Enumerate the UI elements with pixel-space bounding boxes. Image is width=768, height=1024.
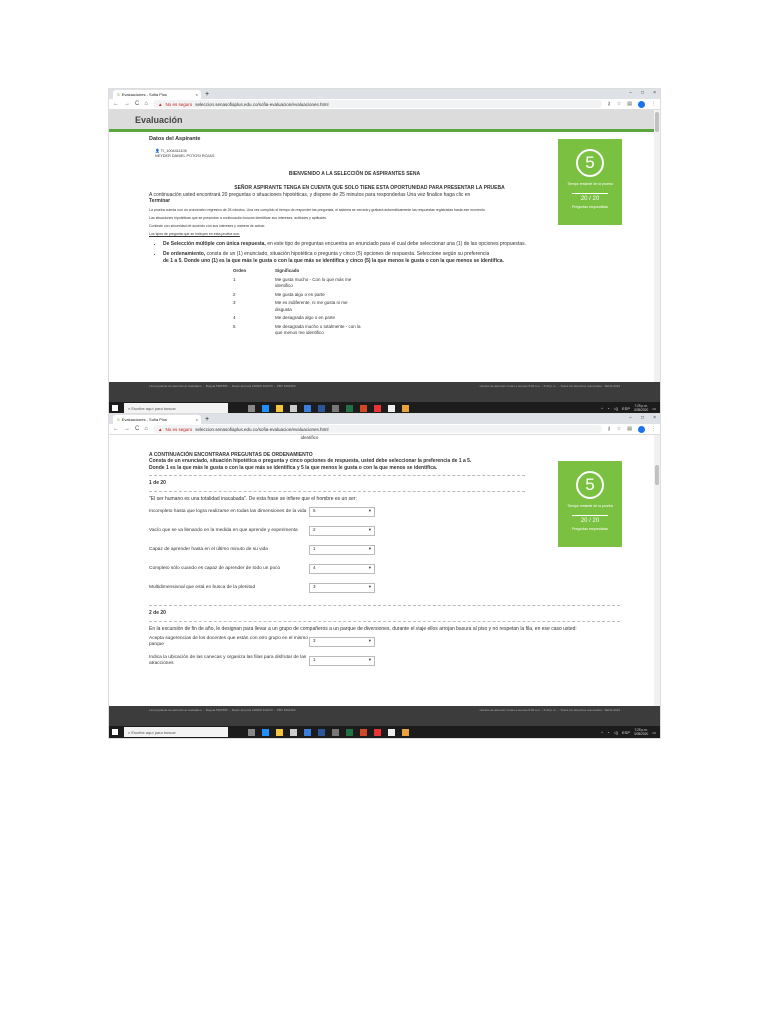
welcome-heading: BIENVENIDO A LA SELECCIÓN DE ASPIRANTES SENA — [288, 170, 421, 177]
table-cell: Me es indiferente, ni me gusta ni me disgusta — [275, 300, 348, 312]
insecure-label: No es seguro — [165, 101, 193, 107]
clock-date: 3/05/2020 — [634, 732, 649, 736]
aspirante-info — [149, 149, 620, 159]
url-text: seleccion.senasofiaplus.edu.co/sofia-evaluacion/evaluaciones.html — [195, 426, 329, 432]
tab-favicon-icon: S — [117, 92, 120, 97]
intro-p3: Conteste con sinceridad de acuerdo con sus intereses y manera de actuar. — [149, 223, 266, 228]
key-icon[interactable]: ⚷ — [607, 100, 611, 107]
maximize-icon[interactable]: □ — [641, 415, 645, 421]
close-icon[interactable]: × — [653, 90, 656, 96]
notifications-icon[interactable]: ▭ — [652, 405, 656, 411]
browser-tabbar — [109, 89, 660, 99]
windows-taskbar — [109, 726, 660, 738]
task-view-icon[interactable] — [248, 405, 255, 412]
table-cell: 2 — [233, 291, 236, 297]
table-cell: Me gusta algo o en parte — [275, 291, 325, 297]
folder-icon[interactable] — [276, 729, 283, 736]
divider — [149, 491, 525, 492]
task-view-icon[interactable] — [248, 729, 255, 736]
footer-right: Horario de atención: lunes a viernes 8:00 a.m. - 5:30 p.m. ... Todos los derechos reservados · SENA 2019 — [479, 708, 620, 712]
insecure-label: No es seguro — [165, 426, 193, 432]
questions-section — [109, 435, 660, 670]
tab-close-icon[interactable]: × — [195, 417, 198, 422]
address-bar-row — [109, 99, 660, 110]
extension-icon[interactable]: ▤ — [627, 100, 632, 107]
store-icon[interactable] — [290, 405, 297, 412]
insecure-warning-icon: ▲ — [157, 101, 163, 107]
question-1-options — [149, 502, 620, 597]
intro-p2: Las situaciones hipotéticas que se presentan a continuación buscan identificar sus intereses, actitudes y aptitudes. — [149, 215, 328, 220]
option-row — [149, 521, 620, 540]
table-cell: Me gusta mucho - Con lo que más me identifico — [275, 276, 352, 288]
rank-value: 1 — [313, 657, 316, 663]
edge-icon[interactable] — [262, 405, 269, 412]
table-row — [233, 324, 365, 339]
site-footer — [109, 382, 660, 402]
table-header: Significado — [275, 268, 300, 273]
option-row — [149, 502, 620, 521]
rank-value: 5 — [313, 508, 316, 514]
key-icon[interactable]: ⚷ — [607, 425, 611, 432]
rank-value: 3 — [313, 638, 316, 644]
rank-select[interactable] — [309, 564, 375, 574]
chrome-icon[interactable] — [402, 729, 409, 736]
windows-start-icon[interactable] — [112, 729, 118, 735]
divider — [149, 621, 620, 622]
tray-chevron-icon[interactable]: ^ — [601, 405, 604, 411]
intro-description — [149, 192, 620, 205]
page-content — [109, 110, 660, 382]
new-tab-button[interactable]: + — [205, 416, 210, 423]
ordering-heading: A CONTINUACIÓN ENCONTRARA PREGUNTAS DE ORDENAMIENTO — [149, 451, 313, 458]
chevron-down-icon: ▾ — [368, 527, 371, 533]
intro-p1: La prueba cuenta con un cronómetro regresivo de 25 minutos. Una vez cumplido el tiempo de responder las preguntas, el sistema se cerrará y grabará automáticamente las respuestas registradas hasta ese momento. — [149, 207, 486, 212]
volume-icon[interactable]: ◁) — [613, 405, 619, 411]
clock-date: 3/05/2020 — [634, 408, 649, 412]
table-cell: 5 — [233, 323, 236, 329]
edge-icon[interactable] — [262, 729, 269, 736]
rank-value: 4 — [313, 565, 316, 571]
option-row — [149, 632, 620, 651]
page-scrollbar[interactable] — [654, 435, 660, 706]
order-meaning-table — [233, 268, 365, 339]
home-icon[interactable]: ⌂ — [144, 426, 148, 432]
answered-count: 20 / 20 — [572, 515, 608, 525]
taskbar-apps — [248, 729, 409, 736]
question-1-text: "El ser humano es una totalidad inacabada". De esta frase se infiere que el hombre es un ser: — [149, 495, 357, 502]
maximize-icon[interactable]: □ — [641, 90, 645, 96]
app-icon[interactable] — [332, 405, 339, 412]
bullet-1-bold: De Selección múltiple con única respuesta, — [163, 240, 266, 247]
app-header — [109, 110, 660, 132]
word-icon[interactable] — [318, 729, 325, 736]
divider — [149, 605, 620, 606]
notifications-icon[interactable]: ▭ — [652, 729, 656, 735]
aspirante-heading: Datos del Aspirante — [149, 136, 201, 142]
screenshot-2 — [108, 413, 661, 739]
page-scrollbar[interactable] — [654, 110, 660, 382]
menu-dots-icon[interactable]: ⋮ — [651, 425, 656, 432]
search-icon: ⌕ — [128, 405, 132, 411]
opera-icon[interactable] — [374, 729, 381, 736]
question-2-text: En la excursión de fin de año, le designan para llevar a un grupo de compañeros a un parque de diversiones, durante el viaje ellos arrojan basura al piso y no respetan la fila, en ese caso usted: — [149, 625, 577, 632]
option-label: Capaz de aprender hasta en el último minuto de su vida — [149, 546, 268, 552]
network-icon[interactable]: ◔ — [607, 405, 610, 411]
taskbar-search[interactable] — [124, 727, 228, 737]
browser-tabbar — [109, 414, 660, 424]
tab-title: Evaluaciones - Sofia Plus — [121, 417, 168, 422]
timer-label: Tiempo restante de la prueba — [567, 504, 613, 508]
window-controls — [629, 415, 656, 421]
table-cell: 3 — [233, 300, 236, 305]
document-icon[interactable] — [388, 729, 395, 736]
powerpoint-icon[interactable] — [360, 729, 367, 736]
url-field[interactable] — [153, 425, 602, 433]
timer-minutes: 5 — [576, 471, 604, 499]
rank-value: 1 — [313, 546, 316, 552]
extension-icon[interactable]: ▤ — [627, 425, 632, 432]
home-icon[interactable]: ⌂ — [144, 101, 148, 107]
insecure-warning-icon: ▲ — [157, 426, 163, 432]
timer-panel — [558, 461, 622, 547]
network-icon[interactable]: ◔ — [607, 729, 610, 735]
reload-icon[interactable]: C — [135, 426, 140, 432]
option-label: Acepta sugerencias de los docentes que están con otro grupo en el mismo parque — [149, 636, 308, 647]
chevron-down-icon: ▾ — [368, 584, 371, 590]
window-controls — [629, 90, 656, 96]
option-row — [149, 540, 620, 559]
table-row — [233, 292, 365, 301]
site-footer — [109, 706, 660, 726]
option-label: Completo sólo cuando es capaz de aprender de todo un poco — [149, 565, 281, 571]
close-icon[interactable]: × — [653, 415, 656, 421]
table-header-row — [233, 268, 365, 277]
excel-icon[interactable] — [346, 729, 353, 736]
clock-time: 7:29 p.m. — [634, 404, 648, 408]
footer-right: Horario de atención: lunes a viernes 8:00 a.m. - 5:30 p.m. ... Todos los derechos reservados · SENA 2019 — [479, 384, 620, 388]
timer-label: Tiempo restante de la prueba — [567, 182, 613, 186]
question-2-options — [149, 632, 620, 670]
page-title: Evaluación — [135, 114, 183, 125]
browser-toolbar-right — [607, 426, 656, 433]
forward-icon[interactable]: → — [124, 426, 130, 432]
question-types-list — [163, 241, 620, 265]
word-icon[interactable] — [318, 405, 325, 412]
rank-select[interactable] — [309, 637, 375, 647]
minimize-icon[interactable]: − — [629, 415, 633, 421]
timer-panel — [558, 139, 622, 225]
taskbar-search-placeholder: Escribe aquí para buscar — [131, 405, 176, 411]
rank-select[interactable] — [309, 583, 375, 593]
footer-left: Línea gratuita de atención al ciudadano ... Bogotá 5925555 ... Resto del país 018000 910270 ... PBX 5461500 — [149, 384, 296, 388]
profile-avatar[interactable] — [638, 101, 645, 108]
rank-select[interactable] — [309, 656, 375, 666]
excel-icon[interactable] — [346, 405, 353, 412]
aspirante-name: NEYDER DANIEL POTOSI ROJAS — [155, 153, 215, 158]
store-icon[interactable] — [290, 729, 297, 736]
back-icon[interactable]: ← — [113, 426, 119, 432]
clipped-text: identifico — [300, 435, 319, 440]
table-cell: 1 — [233, 276, 236, 282]
option-row — [149, 651, 620, 670]
address-bar-row — [109, 424, 660, 435]
folder-icon[interactable] — [276, 405, 283, 412]
mail-icon[interactable] — [304, 729, 311, 736]
rank-value: 3 — [313, 584, 316, 590]
search-icon: ⌕ — [128, 729, 132, 735]
tab-close-icon[interactable]: × — [195, 92, 198, 97]
rank-select[interactable] — [309, 507, 375, 517]
question-1-number: 1 de 20 — [149, 480, 166, 486]
option-label: Incompleto hasta que logra realizarse en todas las dimensiones de la vida — [149, 508, 307, 514]
table-cell: 4 — [233, 315, 236, 320]
bullet-1-text: en este tipo de preguntas encuentra un enunciado para el cual debe seleccionar una (1) de las opciones propuestas. — [265, 240, 526, 247]
footer-left: Línea gratuita de atención al ciudadano ... Bogotá 5925555 ... Resto del país 018000 910270 ... PBX 5461500 — [149, 708, 296, 712]
url-text: seleccion.senasofiaplus.edu.co/sofia-evaluacion/evaluaciones.html — [195, 101, 329, 107]
rank-value: 2 — [313, 527, 316, 533]
app-icon[interactable] — [332, 729, 339, 736]
new-tab-button[interactable]: + — [205, 91, 210, 98]
bullet-2-text: consta de un (1) enunciado, situación hipotética o pregunta y cinco (5) opciones de respuesta. Seleccione según su preferencia — [205, 251, 490, 257]
list-item — [163, 241, 620, 248]
table-row — [233, 277, 365, 292]
timer-minutes: 5 — [576, 149, 604, 177]
language-indicator[interactable]: ESP — [622, 729, 631, 735]
system-tray — [601, 728, 660, 736]
menu-dots-icon[interactable]: ⋮ — [651, 100, 656, 107]
url-field[interactable] — [153, 100, 602, 108]
divider — [149, 475, 525, 476]
document-icon[interactable] — [388, 405, 395, 412]
intro-desc-terminar: Terminar — [149, 198, 171, 204]
user-icon: 👤 — [155, 148, 160, 153]
ordering-subheading: Consta de un enunciado, situación hipotética o pregunta y cinco opciones de respuesta, usted debe seleccionar la preferencia de 1 a 5. Donde 1 es la que más le gusta o con la que más se identifica y 5 la que menos le gusta o con la que menos se identifica. — [149, 458, 472, 471]
option-row — [149, 559, 620, 578]
table-cell: Me desagrada mucho o totalmente - con la que menos me identifico — [275, 323, 361, 335]
tab-title: Evaluaciones - Sofia Plus — [121, 92, 168, 97]
screenshot-1 — [108, 88, 661, 415]
opera-icon[interactable] — [374, 405, 381, 412]
browser-tab[interactable] — [113, 415, 201, 424]
option-label: Indica la ubicación de las canecas y organiza las filas para disfrutar de las atracciones — [149, 655, 307, 666]
scrollbar-thumb[interactable] — [655, 112, 659, 132]
table-row — [233, 315, 365, 324]
table-header: Orden — [233, 268, 247, 273]
clock[interactable] — [634, 728, 648, 736]
browser-toolbar-right — [607, 101, 656, 108]
aspirante-id: TI_1004411105 — [160, 148, 187, 153]
windows-start-icon[interactable] — [112, 405, 118, 411]
taskbar-apps — [248, 405, 409, 412]
forward-icon[interactable]: → — [124, 101, 130, 107]
list-item — [163, 251, 620, 264]
profile-avatar[interactable] — [638, 426, 645, 433]
tab-favicon-icon: S — [117, 417, 120, 422]
mail-icon[interactable] — [304, 405, 311, 412]
option-label: Multidimensional que está en busca de la plenitud — [149, 584, 256, 590]
table-row — [233, 300, 365, 315]
tray-chevron-icon[interactable]: ^ — [601, 729, 604, 735]
star-icon[interactable]: ☆ — [616, 100, 622, 107]
chevron-down-icon: ▾ — [368, 508, 371, 514]
system-tray — [601, 404, 660, 412]
bullet-2-bold: De ordenamiento, — [163, 251, 206, 257]
chevron-down-icon: ▾ — [368, 638, 371, 644]
clock-time: 7:29 p.m. — [634, 728, 648, 732]
instructions-section — [109, 136, 660, 339]
taskbar-search[interactable] — [124, 403, 228, 413]
chevron-down-icon: ▾ — [368, 657, 371, 663]
answered-label: Preguntas respondidas — [572, 527, 608, 531]
table-cell: Me desagrada algo o en parte — [275, 315, 336, 320]
rank-select[interactable] — [309, 526, 375, 536]
language-indicator[interactable]: ESP — [622, 405, 631, 411]
chrome-icon[interactable] — [402, 405, 409, 412]
rank-select[interactable] — [309, 545, 375, 555]
minimize-icon[interactable]: − — [629, 90, 633, 96]
intro-desc-text: A continuación usted encontrará 20 preguntas o situaciones hipotéticas, y dispone de 25 minutos para responderlas Una vez finalice haga clic en — [149, 191, 471, 198]
option-row — [149, 578, 620, 597]
chevron-down-icon: ▾ — [368, 565, 371, 571]
reload-icon[interactable]: C — [135, 101, 140, 107]
answered-label: Preguntas respondidas — [572, 205, 608, 209]
browser-tab[interactable] — [113, 90, 201, 99]
bullet-2-bold-b: de 1 a 5. Donde uno (1) es la que más le gusta o con la que más se identifica y cinco (5) la que menos le gusta o con la que menos se identifica. — [163, 257, 504, 264]
back-icon[interactable]: ← — [113, 101, 119, 107]
warning-heading: SEÑOR ASPIRANTE TENGA EN CUENTA QUE SOLO TIENE ESTA OPORTUNIDAD PARA PRESENTAR LA PRUEBA — [234, 185, 505, 191]
answered-count: 20 / 20 — [572, 193, 608, 203]
types-heading: Los tipos de pregunta que se incluyen en esta prueba son: — [149, 231, 240, 236]
clock[interactable] — [634, 404, 648, 412]
question-2-number: 2 de 20 — [149, 610, 166, 616]
powerpoint-icon[interactable] — [360, 405, 367, 412]
option-label: Vacío que se va llenando en la medida en que aprende y experimenta — [149, 527, 298, 533]
scrollbar-thumb[interactable] — [655, 465, 659, 485]
taskbar-search-placeholder: Escribe aquí para buscar — [131, 729, 176, 735]
volume-icon[interactable]: ◁) — [613, 729, 619, 735]
page-content — [109, 435, 660, 706]
chevron-down-icon: ▾ — [368, 546, 371, 552]
star-icon[interactable]: ☆ — [616, 425, 622, 432]
